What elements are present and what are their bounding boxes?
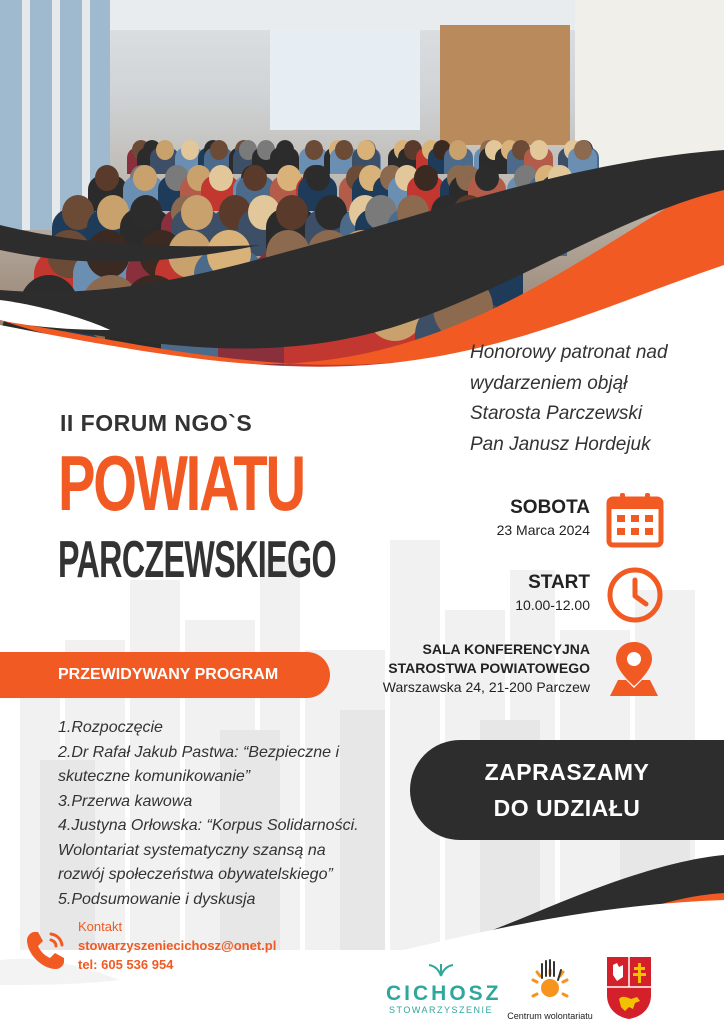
forum-title: II FORUM NGO`S <box>60 410 253 436</box>
program-heading: PRZEWIDYWANY PROGRAM <box>0 652 330 698</box>
clock-icon <box>606 566 664 624</box>
leaf-icon <box>426 962 456 978</box>
program-item: Wolontariat systematyczny szansą na <box>58 841 326 859</box>
cichosz-name: CICHOSZ <box>386 982 502 1005</box>
program-list <box>58 716 403 912</box>
centrum-name: Centrum wolontariatu <box>507 1011 593 1021</box>
patron-line: wydarzeniem objął <box>470 372 628 394</box>
county-crest-icon <box>605 955 653 1021</box>
venue-address: Warszawska 24, 21-200 Parczew <box>382 679 590 695</box>
contact-phone[interactable]: tel: 605 536 954 <box>78 957 174 972</box>
honorary-patronage-text <box>470 338 710 460</box>
invite-line-1: ZAPRASZAMY <box>484 759 650 785</box>
program-item: 3.Przerwa kawowa <box>58 792 193 810</box>
parczewskiego-title: PARCZEWSKIEGO <box>58 531 336 589</box>
venue-line-1: SALA KONFERENCYJNA <box>422 641 590 657</box>
patron-line: Pan Janusz Hordejuk <box>470 433 651 455</box>
phone-icon <box>24 928 68 972</box>
contact-block <box>78 917 276 974</box>
event-date: 23 Marca 2024 <box>496 522 590 538</box>
event-time: 10.00-12.00 <box>515 597 590 613</box>
patron-line: Starosta Parczewski <box>470 403 643 424</box>
event-time-block <box>515 571 590 615</box>
cichosz-logo <box>386 962 502 1015</box>
event-date-block <box>497 496 590 540</box>
invite-line-2: DO UDZIAŁU <box>493 795 641 821</box>
contact-email[interactable]: stowarzyszeniecichosz@onet.pl <box>78 938 277 953</box>
centrum-wolontariatu-logo <box>505 958 595 1021</box>
day-label: SOBOTA <box>510 497 590 518</box>
volunteer-hand-icon <box>525 958 575 1004</box>
cichosz-sub: STOWARZYSZENIE <box>388 1005 493 1015</box>
program-item: 1.Rozpoczęcie <box>58 719 163 736</box>
start-label: START <box>528 572 590 593</box>
invite-banner <box>410 740 724 840</box>
program-item: 2.Dr Rafał Jakub Pastwa: “Bezpieczne i <box>58 743 340 761</box>
event-venue-block <box>383 640 590 697</box>
program-item: 4.Justyna Orłowska: “Korpus Solidarności. <box>58 817 359 834</box>
map-pin-icon <box>604 638 664 700</box>
patron-line: Honorowy patronat nad <box>470 342 668 363</box>
venue-line-2: STAROSTWA POWIATOWEGO <box>388 660 590 676</box>
powiatu-title: POWIATU <box>58 439 304 527</box>
program-item: 5.Podsumowanie i dyskusja <box>58 890 256 908</box>
program-item: skuteczne komunikowanie” <box>58 768 251 785</box>
contact-label: Kontakt <box>78 919 123 934</box>
calendar-icon <box>606 492 664 548</box>
program-item: rozwój społeczeństwa obywatelskiego” <box>58 866 333 883</box>
